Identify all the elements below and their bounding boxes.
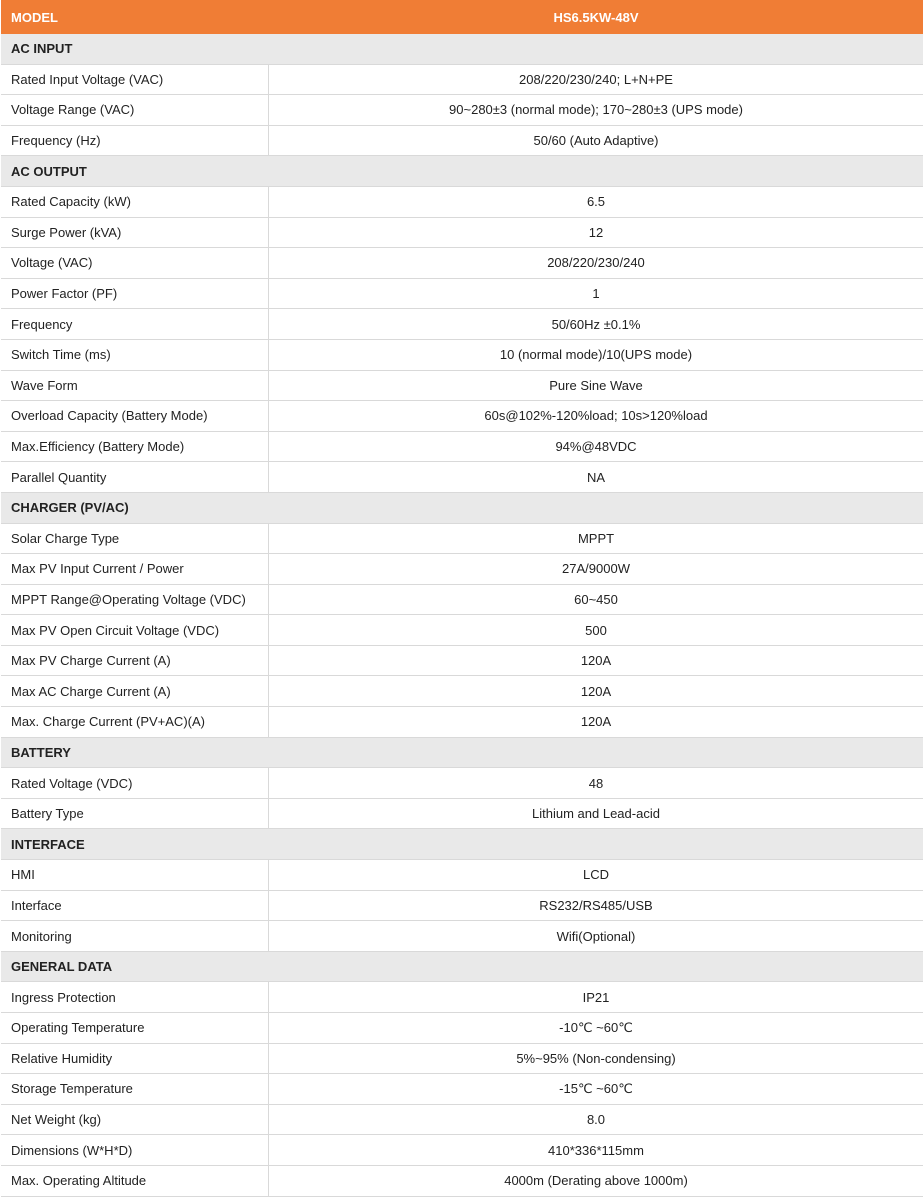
table-row [1,676,923,707]
spec-value: 120A [580,714,612,730]
spec-label: Voltage (VAC) [1,248,269,278]
spec-label: Wave Form [1,371,269,401]
spec-label: Voltage Range (VAC) [1,95,269,125]
spec-label: Parallel Quantity [1,462,269,492]
spec-value: Lithium and Lead-acid [532,806,660,822]
spec-value: 27A/9000W [562,561,630,577]
spec-label: Rated Input Voltage (VAC) [1,65,269,95]
section-title: GENERAL DATA [11,959,113,975]
spec-label: Max PV Charge Current (A) [1,646,269,676]
table-row [1,1105,923,1136]
spec-label: Ingress Protection [1,982,269,1012]
table-row [1,432,923,463]
table-row [1,462,923,493]
table-row [1,799,923,830]
spec-value: 5%~95% (Non-condensing) [516,1050,676,1066]
table-row [1,1013,923,1044]
spec-label: Relative Humidity [1,1044,269,1074]
spec-value: -10℃ ~60℃ [559,1019,633,1035]
spec-value: 60s@102%-120%load; 10s>120%load [484,408,708,424]
spec-label: Max AC Charge Current (A) [1,676,269,706]
spec-value: 60~450 [574,591,618,607]
spec-value: Wifi(Optional) [556,928,636,944]
spec-label: HMI [1,860,269,890]
spec-value: 8.0 [586,1112,606,1128]
spec-value: LCD [582,867,609,883]
spec-value: 12 [588,224,604,240]
spec-label: Solar Charge Type [1,524,269,554]
spec-label: Net Weight (kg) [1,1105,269,1135]
section-title: CHARGER (PV/AC) [11,500,129,516]
table-row [1,646,923,677]
section-header [1,738,923,769]
table-row [1,279,923,310]
spec-label: Rated Voltage (VDC) [1,768,269,798]
table-row [1,371,923,402]
table-row [1,768,923,799]
spec-value: IP21 [582,989,610,1005]
spec-label: Storage Temperature [1,1074,269,1104]
spec-value: 10 (normal mode)/10(UPS mode) [499,347,693,363]
table-row [1,982,923,1013]
spec-label: Max PV Open Circuit Voltage (VDC) [1,615,269,645]
spec-value: 208/220/230/240 [547,255,645,271]
spec-table [1,0,923,1197]
model-value: HS6.5KW-48V [553,9,639,25]
table-row [1,707,923,738]
spec-value: 90~280±3 (normal mode); 170~280±3 (UPS mode) [449,102,743,118]
table-row [1,248,923,279]
spec-value: 1 [592,286,600,302]
spec-value: 94%@48VDC [555,439,637,455]
spec-value: Pure Sine Wave [549,377,643,393]
section-title: BATTERY [11,744,71,760]
section-header [1,829,923,860]
spec-value: 4000m (Derating above 1000m) [504,1173,688,1189]
model-header-row [1,0,923,34]
spec-value: 120A [580,653,612,669]
spec-value: 410*336*115mm [548,1142,644,1158]
table-row [1,1166,923,1197]
section-header [1,952,923,983]
section-header [1,156,923,187]
spec-label: Power Factor (PF) [1,279,269,309]
section-title: AC OUTPUT [11,163,87,179]
spec-value: 500 [585,622,607,638]
table-row [1,1044,923,1075]
spec-label: Rated Capacity (kW) [1,187,269,217]
table-row [1,1074,923,1105]
section-header [1,493,923,524]
model-label: MODEL [11,9,58,25]
table-row [1,401,923,432]
spec-label: Monitoring [1,921,269,951]
spec-label: MPPT Range@Operating Voltage (VDC) [1,585,269,615]
spec-value: 50/60Hz ±0.1% [551,316,641,332]
spec-value: 208/220/230/240; L+N+PE [519,71,673,87]
spec-label: Frequency (Hz) [1,126,269,156]
table-row [1,218,923,249]
spec-value: 6.5 [586,194,606,210]
table-row [1,340,923,371]
spec-label: Battery Type [1,799,269,829]
table-row [1,921,923,952]
table-row [1,891,923,922]
spec-label: Frequency [1,309,269,339]
table-row [1,95,923,126]
spec-label: Overload Capacity (Battery Mode) [1,401,269,431]
spec-value: 50/60 (Auto Adaptive) [533,133,659,149]
spec-value: -15℃ ~60℃ [559,1080,633,1096]
table-row [1,585,923,616]
table-row [1,615,923,646]
spec-label: Interface [1,891,269,921]
spec-label: Dimensions (W*H*D) [1,1135,269,1165]
spec-value: RS232/RS485/USB [539,897,653,913]
spec-sections [1,34,923,1197]
spec-label: Surge Power (kVA) [1,218,269,248]
table-row [1,1135,923,1166]
spec-label: Max PV Input Current / Power [1,554,269,584]
spec-label: Max. Charge Current (PV+AC)(A) [1,707,269,737]
spec-value: MPPT [577,530,615,546]
spec-label: Max. Operating Altitude [1,1166,269,1196]
table-row [1,524,923,555]
section-title: AC INPUT [11,41,73,57]
table-row [1,65,923,96]
spec-value: 48 [588,775,604,791]
spec-label: Max.Efficiency (Battery Mode) [1,432,269,462]
table-row [1,309,923,340]
section-header [1,34,923,65]
table-row [1,554,923,585]
table-row [1,126,923,157]
spec-label: Operating Temperature [1,1013,269,1043]
spec-label: Switch Time (ms) [1,340,269,370]
spec-value: 120A [580,683,612,699]
spec-value: NA [586,469,606,485]
section-title: INTERFACE [11,836,85,852]
table-row [1,860,923,891]
table-row [1,187,923,218]
